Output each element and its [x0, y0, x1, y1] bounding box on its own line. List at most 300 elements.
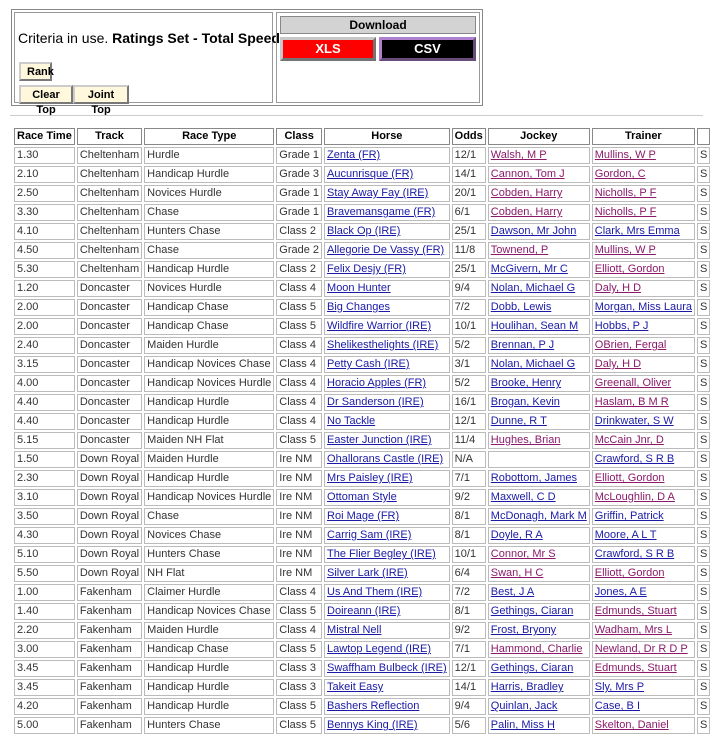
jockey-link[interactable]: Dawson, Mr John — [488, 223, 590, 240]
horse-link[interactable]: Takeit Easy — [324, 679, 450, 696]
jockey-link[interactable]: Cobden, Harry — [488, 204, 590, 221]
trainer-link[interactable]: Moore, A L T — [592, 527, 695, 544]
race-type-cell: Chase — [144, 508, 274, 525]
table-header-row — [14, 128, 710, 145]
jockey-link[interactable]: McGivern, Mr C — [488, 261, 590, 278]
table-row — [14, 584, 710, 601]
race-time-cell: 1.50 — [14, 451, 75, 468]
table-row — [14, 356, 710, 373]
jockey-link[interactable]: Frost, Bryony — [488, 622, 590, 639]
odds-cell: 9/2 — [452, 489, 486, 506]
extra-column-cell: S — [697, 717, 710, 734]
track-cell: Fakenham — [77, 698, 142, 715]
track-cell: Fakenham — [77, 679, 142, 696]
track-cell: Doncaster — [77, 432, 142, 449]
race-type-cell: Handicap Hurdle — [144, 470, 274, 487]
race-time-cell: 2.20 — [14, 622, 75, 639]
track-cell: Doncaster — [77, 356, 142, 373]
class-cell: Ire NM — [276, 470, 322, 487]
extra-column-cell: S — [697, 280, 710, 297]
extra-column-cell: S — [697, 508, 710, 525]
extra-column-cell: S — [697, 698, 710, 715]
odds-cell: 10/1 — [452, 546, 486, 563]
extra-column-cell: S — [697, 565, 710, 582]
jockey-link[interactable]: Hughes, Brian — [488, 432, 590, 449]
trainer-link[interactable]: Mullins, W P — [592, 242, 695, 259]
extra-column-cell: S — [697, 470, 710, 487]
odds-cell: 16/1 — [452, 394, 486, 411]
class-cell: Class 3 — [276, 660, 322, 677]
race-time-cell: 2.30 — [14, 470, 75, 487]
jockey-link[interactable]: Hammond, Charlie — [488, 641, 590, 658]
track-cell: Doncaster — [77, 318, 142, 335]
download-cell — [276, 12, 480, 103]
class-cell: Class 4 — [276, 413, 322, 430]
extra-column-cell: S — [697, 261, 710, 278]
odds-cell: 5/2 — [452, 375, 486, 392]
csv-download-button[interactable]: CSV — [379, 37, 476, 61]
extra-column-cell: S — [697, 223, 710, 240]
odds-cell: 6/1 — [452, 204, 486, 221]
joint-top-button[interactable]: Joint Top — [73, 85, 129, 104]
trainer-link[interactable]: Elliott, Gordon — [592, 565, 695, 582]
extra-column-cell: S — [697, 603, 710, 620]
jockey-link[interactable]: Townend, P — [488, 242, 590, 259]
trainer-link[interactable]: McLoughlin, D A — [592, 489, 695, 506]
race-time-cell: 5.00 — [14, 717, 75, 734]
jockey-link[interactable]: Cannon, Tom J — [488, 166, 590, 183]
jockey-link[interactable]: Houlihan, Sean M — [488, 318, 590, 335]
jockey-link[interactable]: Palin, Miss H — [488, 717, 590, 734]
jockey-link[interactable]: Nolan, Michael G — [488, 280, 590, 297]
extra-column-cell: S — [697, 375, 710, 392]
horse-link[interactable]: Big Changes — [324, 299, 450, 316]
rank-button[interactable]: Rank — [19, 62, 52, 81]
odds-cell: 20/1 — [452, 185, 486, 202]
race-type-cell: Handicap Hurdle — [144, 660, 274, 677]
odds-cell: 25/1 — [452, 223, 486, 240]
column-header: Horse — [324, 128, 450, 145]
jockey-link[interactable]: Gethings, Ciaran — [488, 603, 590, 620]
jockey-link[interactable]: Walsh, M P — [488, 147, 590, 164]
track-cell: Fakenham — [77, 660, 142, 677]
horse-link[interactable]: Shelikesthelights (IRE) — [324, 337, 450, 354]
table-row — [14, 394, 710, 411]
track-cell: Doncaster — [77, 337, 142, 354]
odds-cell: 5/6 — [452, 717, 486, 734]
race-type-cell: Handicap Hurdle — [144, 166, 274, 183]
table-row — [14, 489, 710, 506]
race-time-cell: 4.50 — [14, 242, 75, 259]
xls-download-button[interactable]: XLS — [280, 37, 376, 61]
extra-column-cell: S — [697, 432, 710, 449]
race-time-cell: 1.40 — [14, 603, 75, 620]
trainer-link[interactable]: Hobbs, P J — [592, 318, 695, 335]
table-row — [14, 204, 710, 221]
odds-cell: 8/1 — [452, 508, 486, 525]
race-type-cell: NH Flat — [144, 565, 274, 582]
class-cell: Class 5 — [276, 717, 322, 734]
extra-column-cell: S — [697, 299, 710, 316]
trainer-link[interactable]: Newland, Dr R D P — [592, 641, 695, 658]
track-cell: Cheltenham — [77, 147, 142, 164]
class-cell: Class 2 — [276, 223, 322, 240]
race-time-cell: 3.50 — [14, 508, 75, 525]
results-table-container[interactable] — [12, 126, 708, 738]
race-type-cell: Handicap Chase — [144, 318, 274, 335]
race-time-cell: 4.40 — [14, 413, 75, 430]
trainer-link[interactable]: Daly, H D — [592, 356, 695, 373]
race-type-cell: Handicap Hurdle — [144, 698, 274, 715]
track-cell: Down Royal — [77, 527, 142, 544]
trainer-link[interactable]: Crawford, S R B — [592, 451, 695, 468]
extra-column-cell: S — [697, 622, 710, 639]
trainer-link[interactable]: Sly, Mrs P — [592, 679, 695, 696]
table-row — [14, 565, 710, 582]
track-cell: Cheltenham — [77, 204, 142, 221]
odds-cell: 7/2 — [452, 584, 486, 601]
results-table — [12, 126, 712, 736]
jockey-link[interactable]: Quinlan, Jack — [488, 698, 590, 715]
jockey-link[interactable]: Gethings, Ciaran — [488, 660, 590, 677]
column-header: Track — [77, 128, 142, 145]
trainer-link[interactable]: Nicholls, P F — [592, 204, 695, 221]
extra-column-cell: S — [697, 679, 710, 696]
horse-link[interactable]: Bennys King (IRE) — [324, 717, 450, 734]
horse-link[interactable]: Bravemansgame (FR) — [324, 204, 450, 221]
table-row — [14, 717, 710, 734]
table-row — [14, 280, 710, 297]
jockey-link[interactable]: McDonagh, Mark M — [488, 508, 590, 525]
class-cell: Class 2 — [276, 261, 322, 278]
track-cell: Cheltenham — [77, 166, 142, 183]
class-cell: Class 5 — [276, 318, 322, 335]
track-cell: Doncaster — [77, 394, 142, 411]
jockey-link[interactable]: Brogan, Kevin — [488, 394, 590, 411]
odds-cell: 9/4 — [452, 698, 486, 715]
odds-cell: 10/1 — [452, 318, 486, 335]
track-cell: Down Royal — [77, 470, 142, 487]
class-cell: Grade 1 — [276, 147, 322, 164]
horse-link[interactable]: Bashers Reflection — [324, 698, 450, 715]
extra-column-cell: S — [697, 166, 710, 183]
odds-cell: 8/1 — [452, 603, 486, 620]
trainer-link[interactable]: Morgan, Miss Laura — [592, 299, 695, 316]
race-type-cell: Handicap Chase — [144, 641, 274, 658]
table-row — [14, 261, 710, 278]
trainer-link[interactable]: Skelton, Daniel — [592, 717, 695, 734]
race-type-cell: Handicap Novices Hurdle — [144, 489, 274, 506]
race-type-cell: Chase — [144, 242, 274, 259]
jockey-link[interactable]: Dobb, Lewis — [488, 299, 590, 316]
class-cell: Class 4 — [276, 280, 322, 297]
track-cell: Fakenham — [77, 584, 142, 601]
race-type-cell: Claimer Hurdle — [144, 584, 274, 601]
table-body — [14, 147, 710, 734]
odds-cell: 6/4 — [452, 565, 486, 582]
trainer-link[interactable]: Nicholls, P F — [592, 185, 695, 202]
horse-link[interactable]: No Tackle — [324, 413, 450, 430]
criteria-cell — [14, 12, 280, 116]
table-row — [14, 546, 710, 563]
odds-cell: 8/1 — [452, 527, 486, 544]
race-time-cell: 2.40 — [14, 337, 75, 354]
class-cell: Class 5 — [276, 432, 322, 449]
table-row — [14, 299, 710, 316]
race-type-cell: Maiden Hurdle — [144, 451, 274, 468]
horse-link[interactable]: Stay Away Fay (IRE) — [324, 185, 450, 202]
race-type-cell: Handicap Hurdle — [144, 261, 274, 278]
odds-cell: 12/1 — [452, 147, 486, 164]
race-time-cell: 3.00 — [14, 641, 75, 658]
extra-column-cell: S — [697, 660, 710, 677]
odds-cell: 5/2 — [452, 337, 486, 354]
table-row — [14, 185, 710, 202]
odds-cell: 11/8 — [452, 242, 486, 259]
odds-cell: 11/4 — [452, 432, 486, 449]
extra-column-cell: S — [697, 641, 710, 658]
class-cell: Class 4 — [276, 622, 322, 639]
extra-column-cell: S — [697, 356, 710, 373]
column-header-extra — [697, 128, 710, 145]
table-row — [14, 622, 710, 639]
horse-link[interactable]: Felix Desjy (FR) — [324, 261, 450, 278]
odds-cell: 7/2 — [452, 299, 486, 316]
horse-link[interactable]: Doireann (IRE) — [324, 603, 450, 620]
race-type-cell: Maiden Hurdle — [144, 337, 274, 354]
horse-link[interactable]: Dr Sanderson (IRE) — [324, 394, 450, 411]
class-cell: Ire NM — [276, 508, 322, 525]
extra-column-cell: S — [697, 242, 710, 259]
class-cell: Grade 2 — [276, 242, 322, 259]
race-type-cell: Handicap Hurdle — [144, 679, 274, 696]
class-cell: Ire NM — [276, 565, 322, 582]
table-row — [14, 698, 710, 715]
track-cell: Doncaster — [77, 413, 142, 430]
horse-link[interactable]: Us And Them (IRE) — [324, 584, 450, 601]
horse-link[interactable]: Easter Junction (IRE) — [324, 432, 450, 449]
trainer-link[interactable]: Gordon, C — [592, 166, 695, 183]
race-type-cell: Chase — [144, 204, 274, 221]
race-time-cell: 5.30 — [14, 261, 75, 278]
track-cell: Doncaster — [77, 280, 142, 297]
horse-link[interactable]: Lawtop Legend (IRE) — [324, 641, 450, 658]
horse-link[interactable]: Ohallorans Castle (IRE) — [324, 451, 450, 468]
extra-column-cell: S — [697, 394, 710, 411]
extra-column-cell: S — [697, 527, 710, 544]
horse-link[interactable]: Petty Cash (IRE) — [324, 356, 450, 373]
track-cell: Down Royal — [77, 546, 142, 563]
trainer-link[interactable]: Case, B I — [592, 698, 695, 715]
jockey-link[interactable]: Swan, H C — [488, 565, 590, 582]
trainer-link[interactable]: Mullins, W P — [592, 147, 695, 164]
extra-column-cell: S — [697, 147, 710, 164]
divider — [10, 115, 703, 116]
class-cell: Class 4 — [276, 394, 322, 411]
race-time-cell: 1.20 — [14, 280, 75, 297]
race-time-cell: 2.10 — [14, 166, 75, 183]
column-header: Odds — [452, 128, 486, 145]
clear-top-button[interactable]: Clear Top — [19, 85, 73, 104]
trainer-link[interactable]: Drinkwater, S W — [592, 413, 695, 430]
column-header: Jockey — [488, 128, 590, 145]
race-type-cell: Novices Hurdle — [144, 185, 274, 202]
table-row — [14, 432, 710, 449]
odds-cell: 14/1 — [452, 679, 486, 696]
class-cell: Grade 1 — [276, 204, 322, 221]
race-type-cell: Maiden Hurdle — [144, 622, 274, 639]
extra-column-cell: S — [697, 489, 710, 506]
odds-cell: 12/1 — [452, 660, 486, 677]
race-type-cell: Handicap Novices Hurdle — [144, 375, 274, 392]
jockey-link[interactable]: Maxwell, C D — [488, 489, 590, 506]
extra-column-cell: S — [697, 413, 710, 430]
criteria-name: Ratings Set - Total Speed — [112, 30, 280, 46]
extra-column-cell: S — [697, 451, 710, 468]
race-type-cell: Handicap Novices Chase — [144, 603, 274, 620]
race-type-cell: Handicap Chase — [144, 299, 274, 316]
race-time-cell: 2.50 — [14, 185, 75, 202]
track-cell: Doncaster — [77, 299, 142, 316]
jockey-link[interactable]: Connor, Mr S — [488, 546, 590, 563]
race-type-cell: Novices Chase — [144, 527, 274, 544]
track-cell: Cheltenham — [77, 242, 142, 259]
track-cell: Cheltenham — [77, 261, 142, 278]
horse-link[interactable]: Carrig Sam (IRE) — [324, 527, 450, 544]
track-cell: Doncaster — [77, 375, 142, 392]
race-type-cell: Novices Hurdle — [144, 280, 274, 297]
table-row — [14, 375, 710, 392]
table-row — [14, 679, 710, 696]
horse-link[interactable]: Horacio Apples (FR) — [324, 375, 450, 392]
jockey-link[interactable]: Robottom, James — [488, 470, 590, 487]
race-type-cell: Hurdle — [144, 147, 274, 164]
trainer-link[interactable]: Daly, H D — [592, 280, 695, 297]
class-cell: Class 3 — [276, 679, 322, 696]
horse-link[interactable]: Wildfire Warrior (IRE) — [324, 318, 450, 335]
odds-cell: 9/4 — [452, 280, 486, 297]
trainer-link[interactable]: Elliott, Gordon — [592, 470, 695, 487]
race-time-cell: 3.45 — [14, 679, 75, 696]
extra-column-cell: S — [697, 546, 710, 563]
class-cell: Ire NM — [276, 546, 322, 563]
horse-link[interactable]: Aucunrisque (FR) — [324, 166, 450, 183]
race-time-cell: 1.00 — [14, 584, 75, 601]
extra-column-cell: S — [697, 204, 710, 221]
trainer-link[interactable]: Griffin, Patrick — [592, 508, 695, 525]
table-row — [14, 603, 710, 620]
horse-link[interactable]: The Flier Begley (IRE) — [324, 546, 450, 563]
race-type-cell: Hunters Chase — [144, 717, 274, 734]
criteria-text — [18, 30, 280, 46]
trainer-link[interactable]: Clark, Mrs Emma — [592, 223, 695, 240]
horse-link[interactable]: Silver Lark (IRE) — [324, 565, 450, 582]
horse-link[interactable]: Allegorie De Vassy (FR) — [324, 242, 450, 259]
horse-link[interactable]: Zenta (FR) — [324, 147, 450, 164]
race-time-cell: 4.10 — [14, 223, 75, 240]
trainer-link[interactable]: McCain Jnr, D — [592, 432, 695, 449]
track-cell: Down Royal — [77, 565, 142, 582]
extra-column-cell: S — [697, 584, 710, 601]
race-time-cell: 4.30 — [14, 527, 75, 544]
track-cell: Fakenham — [77, 603, 142, 620]
jockey-link[interactable]: Brennan, P J — [488, 337, 590, 354]
trainer-link[interactable]: Haslam, B M R — [592, 394, 695, 411]
table-row — [14, 641, 710, 658]
race-type-cell: Hunters Chase — [144, 223, 274, 240]
trainer-link[interactable]: Crawford, S R B — [592, 546, 695, 563]
table-row — [14, 318, 710, 335]
table-row — [14, 242, 710, 259]
class-cell: Class 4 — [276, 375, 322, 392]
table-row — [14, 147, 710, 164]
criteria-prefix: Criteria in use. — [18, 30, 109, 46]
table-row — [14, 223, 710, 240]
track-cell: Fakenham — [77, 641, 142, 658]
odds-cell: 12/1 — [452, 413, 486, 430]
trainer-link[interactable]: Wadham, Mrs L — [592, 622, 695, 639]
trainer-link[interactable]: Edmunds, Stuart — [592, 660, 695, 677]
race-time-cell: 5.50 — [14, 565, 75, 582]
horse-link[interactable]: Roi Mage (FR) — [324, 508, 450, 525]
race-time-cell: 1.30 — [14, 147, 75, 164]
class-cell: Class 5 — [276, 603, 322, 620]
control-panel — [11, 9, 483, 116]
horse-link[interactable]: Mistral Nell — [324, 622, 450, 639]
jockey-link[interactable]: Harris, Bradley — [488, 679, 590, 696]
jockey-link[interactable]: Dunne, R T — [488, 413, 590, 430]
class-cell: Grade 1 — [276, 185, 322, 202]
trainer-link[interactable]: Jones, A E — [592, 584, 695, 601]
track-cell: Down Royal — [77, 451, 142, 468]
horse-link[interactable]: Mrs Paisley (IRE) — [324, 470, 450, 487]
jockey-link[interactable]: Best, J A — [488, 584, 590, 601]
trainer-link[interactable]: Greenall, Oliver — [592, 375, 695, 392]
table-row — [14, 166, 710, 183]
class-cell: Class 4 — [276, 584, 322, 601]
track-cell: Cheltenham — [77, 185, 142, 202]
horse-link[interactable]: Moon Hunter — [324, 280, 450, 297]
race-type-cell: Handicap Hurdle — [144, 394, 274, 411]
track-cell: Cheltenham — [77, 223, 142, 240]
odds-cell: 25/1 — [452, 261, 486, 278]
jockey-link[interactable]: Cobden, Harry — [488, 185, 590, 202]
race-time-cell: 5.15 — [14, 432, 75, 449]
jockey-link — [488, 451, 590, 468]
race-type-cell: Handicap Novices Chase — [144, 356, 274, 373]
horse-link[interactable]: Black Op (IRE) — [324, 223, 450, 240]
race-time-cell: 3.10 — [14, 489, 75, 506]
race-time-cell: 2.00 — [14, 299, 75, 316]
column-header: Class — [276, 128, 322, 145]
odds-cell: N/A — [452, 451, 486, 468]
odds-cell: 14/1 — [452, 166, 486, 183]
horse-link[interactable]: Ottoman Style — [324, 489, 450, 506]
trainer-link[interactable]: Elliott, Gordon — [592, 261, 695, 278]
jockey-link[interactable]: Brooke, Henry — [488, 375, 590, 392]
class-cell: Class 5 — [276, 641, 322, 658]
horse-link[interactable]: Swaffham Bulbeck (IRE) — [324, 660, 450, 677]
jockey-link[interactable]: Doyle, R A — [488, 527, 590, 544]
class-cell: Class 5 — [276, 698, 322, 715]
trainer-link[interactable]: Edmunds, Stuart — [592, 603, 695, 620]
jockey-link[interactable]: Nolan, Michael G — [488, 356, 590, 373]
trainer-link[interactable]: OBrien, Fergal — [592, 337, 695, 354]
race-time-cell: 4.00 — [14, 375, 75, 392]
class-cell: Ire NM — [276, 451, 322, 468]
race-type-cell: Maiden NH Flat — [144, 432, 274, 449]
column-header: Race Type — [144, 128, 274, 145]
